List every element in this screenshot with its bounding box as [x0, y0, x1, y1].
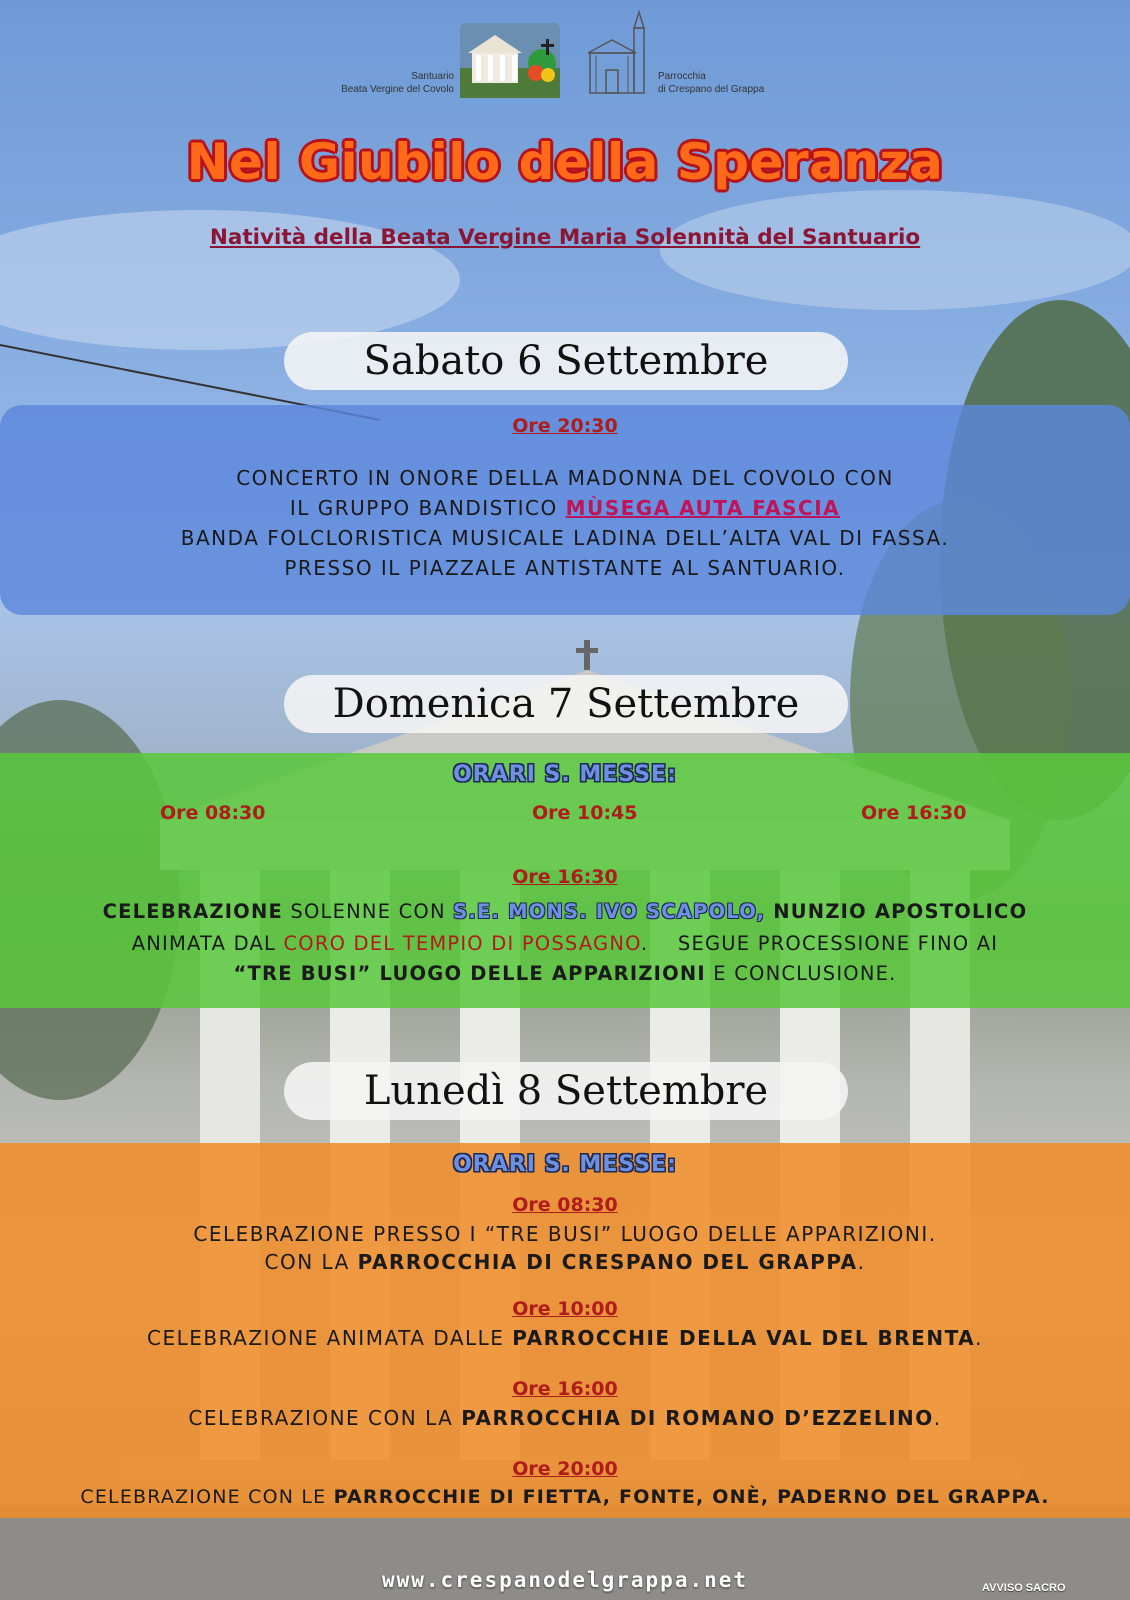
parrocchia-label-line2: di Crespano del Grappa — [658, 84, 765, 95]
lunedi-m4-parishes: PARROCCHIE DI FIETTA, FONTE, ONÈ, PADERNO DEL GRAPPA. — [333, 1486, 1050, 1508]
day-label-lunedi: Lunedì 8 Settembre — [284, 1062, 848, 1120]
domenica-line2 — [0, 932, 1130, 955]
domenica-line2-end: . SEGUE PROCESSIONE FINO AI — [640, 932, 999, 955]
lunedi-m1-parish: PARROCCHIA DI CRESPANO DEL GRAPPA — [357, 1250, 858, 1274]
lunedi-m2-end: . — [975, 1326, 984, 1350]
lunedi-m1-line2 — [0, 1250, 1130, 1274]
lunedi-m3-prefix: CELEBRAZIONE CON LA — [188, 1406, 462, 1430]
lunedi-orari-title: ORARI S. MESSE: — [453, 1152, 677, 1177]
santuario-label-line2: Beata Vergine del Covolo — [341, 84, 454, 95]
domenica-line3-bold: “TRE BUSI” LUOGO DELLE APPARIZIONI — [233, 962, 706, 985]
lunedi-m3-parish: PARROCCHIA DI ROMANO D’EZZELINO — [461, 1406, 934, 1430]
day-label-sabato: Sabato 6 Settembre — [284, 332, 848, 390]
band-name: MÙSEGA AUTA FASCIA — [565, 496, 841, 520]
domenica-mass-time-2: Ore 10:45 — [532, 802, 638, 824]
lunedi-m2-line — [0, 1326, 1130, 1350]
page-subtitle: Natività della Beata Vergine Maria Solennità del Santuario — [209, 225, 921, 250]
sabato-line4: PRESSO IL PIAZZALE ANTISTANTE AL SANTUARIO. — [284, 556, 846, 580]
lunedi-m2-prefix: CELEBRAZIONE ANIMATA DALLE — [146, 1326, 513, 1350]
domenica-time: Ore 16:30 — [512, 866, 618, 888]
domenica-orari-title: ORARI S. MESSE: — [453, 762, 677, 787]
domenica-line1-bold: CELEBRAZIONE — [102, 900, 284, 923]
lunedi-time-3: Ore 16:00 — [512, 1378, 618, 1400]
coro-name: CORO DEL TEMPIO DI POSSAGNO — [283, 932, 641, 955]
domenica-line2-prefix: ANIMATA DAL — [131, 932, 284, 955]
lunedi-time-1: Ore 08:30 — [512, 1194, 618, 1216]
domenica-line1-end: NUNZIO APOSTOLICO — [765, 900, 1028, 923]
domenica-line3-end: E CONCLUSIONE. — [705, 962, 897, 985]
santuario-label-line1: Santuario — [411, 71, 454, 82]
lunedi-m1-line2-prefix: CON LA — [264, 1250, 358, 1274]
sabato-line2 — [0, 496, 1130, 520]
page-title: Nel Giubilo della Speranza — [186, 133, 944, 191]
sabato-line2-prefix: IL GRUPPO BANDISTICO — [289, 496, 566, 520]
day-label-domenica: Domenica 7 Settembre — [284, 675, 848, 733]
lunedi-m1-line1: CELEBRAZIONE PRESSO I “TRE BUSI” LUOGO DELLE APPARIZIONI. — [193, 1222, 937, 1246]
santuario-logo — [460, 23, 560, 98]
avviso-sacro-label: AVVISO SACRO — [982, 1582, 1066, 1594]
domenica-mass-time-3: Ore 16:30 — [861, 802, 967, 824]
lunedi-m3-line — [0, 1406, 1130, 1430]
sabato-time: Ore 20:30 — [512, 415, 618, 437]
domenica-mass-time-1: Ore 08:30 — [160, 802, 266, 824]
domenica-line3 — [0, 962, 1130, 985]
lunedi-m4-prefix: CELEBRAZIONE CON LE — [80, 1486, 334, 1508]
domenica-line1-mid: SOLENNE CON — [283, 900, 454, 923]
lunedi-m1-line2-end: . — [857, 1250, 866, 1274]
lunedi-m2-parish: PARROCCHIE DELLA VAL DEL BRENTA — [512, 1326, 976, 1350]
sabato-line3: BANDA FOLCLORISTICA MUSICALE LADINA DELL’ALTA VAL DI FASSA. — [180, 526, 950, 550]
parrocchia-logo — [584, 8, 654, 98]
domenica-line1 — [0, 900, 1130, 923]
nunzio-name: S.E. MONS. IVO SCAPOLO, — [453, 900, 766, 923]
parrocchia-label-line1: Parrocchia — [658, 71, 706, 82]
lunedi-time-2: Ore 10:00 — [512, 1298, 618, 1320]
website-link[interactable]: www.crespanodelgrappa.net — [381, 1568, 749, 1592]
lunedi-m4-line — [0, 1486, 1130, 1508]
lunedi-m3-end: . — [933, 1406, 942, 1430]
lunedi-time-4: Ore 20:00 — [512, 1458, 618, 1480]
sabato-line1: CONCERTO IN ONORE DELLA MADONNA DEL COVOLO CON — [236, 466, 894, 490]
